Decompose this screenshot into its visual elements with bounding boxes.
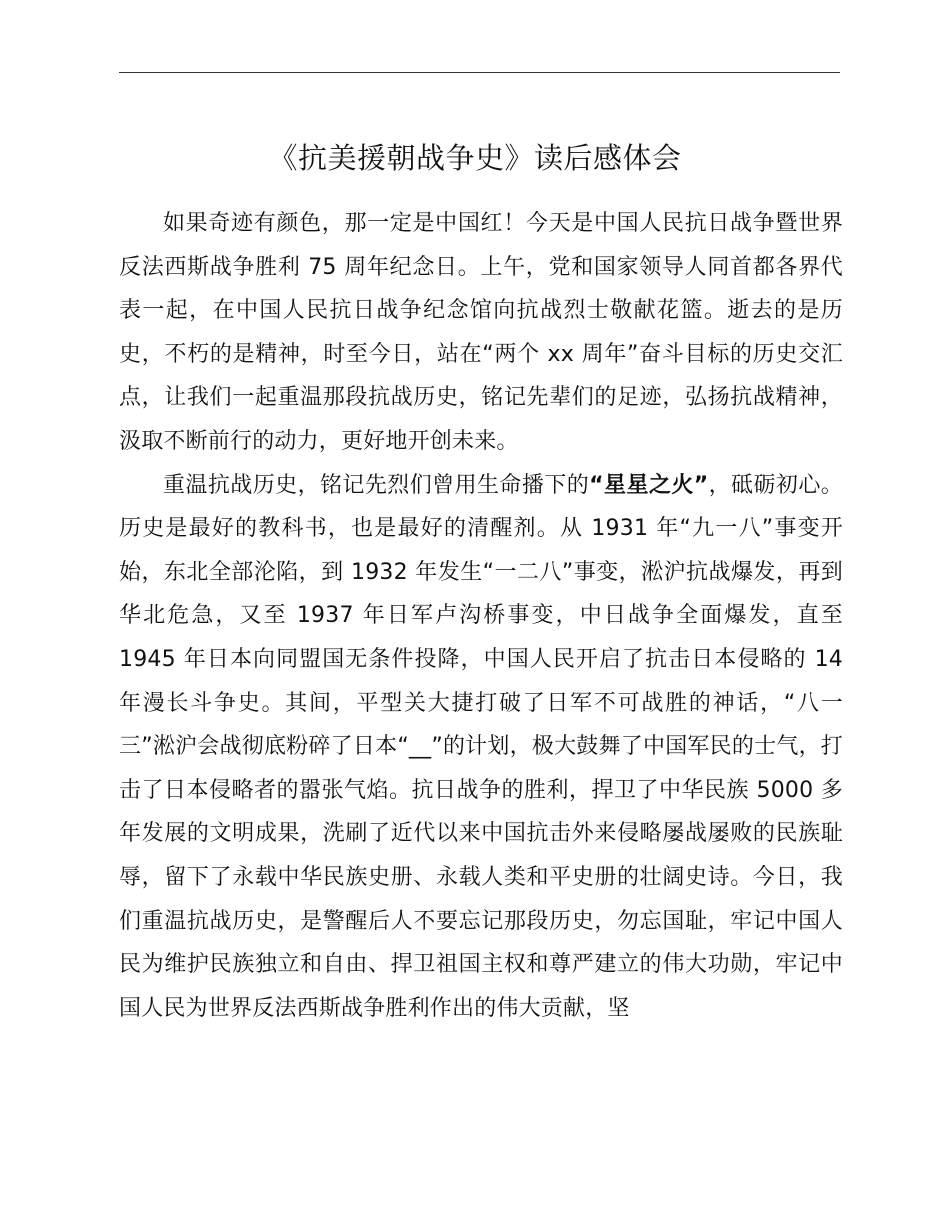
paragraph-1 <box>119 202 843 464</box>
paragraph-2-lead: 重温抗战历史，铭记先烈们曾用生命播下的 <box>163 472 590 498</box>
paragraph-2-emphasis: “星星之火” <box>589 472 709 498</box>
paragraph-1-text: 如果奇迹有颜色，那一定是中国红！今天是中国人民抗日战争暨世界反法西斯战争胜利 75 周年纪念日。上午，党和国家领导人同首都各界代表一起，在中国人民抗日战争纪念馆向抗战烈士敬献花篮。逝去的是历史，不朽的是精神，时至今日，站在“两个 xx 周年”奋斗目标的历史交汇点，让我们一起重温那段抗战历史，铭记先辈们的足迹，弘扬抗战精神，汲取不断前行的动力，更好地开创未来。 <box>119 211 843 454</box>
document-title: 《抗美援朝战争史》读后感体会 <box>268 141 682 175</box>
header-rule <box>119 72 840 73</box>
paragraph-2-text: ，砥砺初心。历史是最好的教科书，也是最好的清醒剂。从 1931 年“九一八”事变开始，东北全部沦陷，到 1932 年发生“一二八”事变，淞沪抗战爆发，再到华北危急，又至 1937 年日军卢沟桥事变，中日战争全面爆发，直至 1945 年日本向同盟国无条件投降，中国人民开启了抗击日本侵略的 14 年漫长斗争史。其间，平型关大捷打破了日军不可战胜的神话，“八一三”淞沪会战彻底粉碎了日本“__”的计划，极大鼓舞了中国军民的士气，打击了日本侵略者的嚣张气焰。抗日战争的胜利，捍卫了中华民族 5000 多年发展的文明成果，洗刷了近代以来中国抗击外来侵略屡战屡败的民族耻辱，留下了永载中华民族史册、永载人类和平史册的壮阔史诗。今日，我们重温抗战历史，是警醒后人不要忘记那段历史，勿忘国耻，牢记中国人民为维护民族独立和自由、捍卫祖国主权和尊严建立的伟大功勋，牢记中国人民为世界反法西斯战争胜利作出的伟大贡献，坚 <box>119 472 843 1021</box>
paragraph-2 <box>119 464 843 1031</box>
document-body <box>119 202 843 1030</box>
